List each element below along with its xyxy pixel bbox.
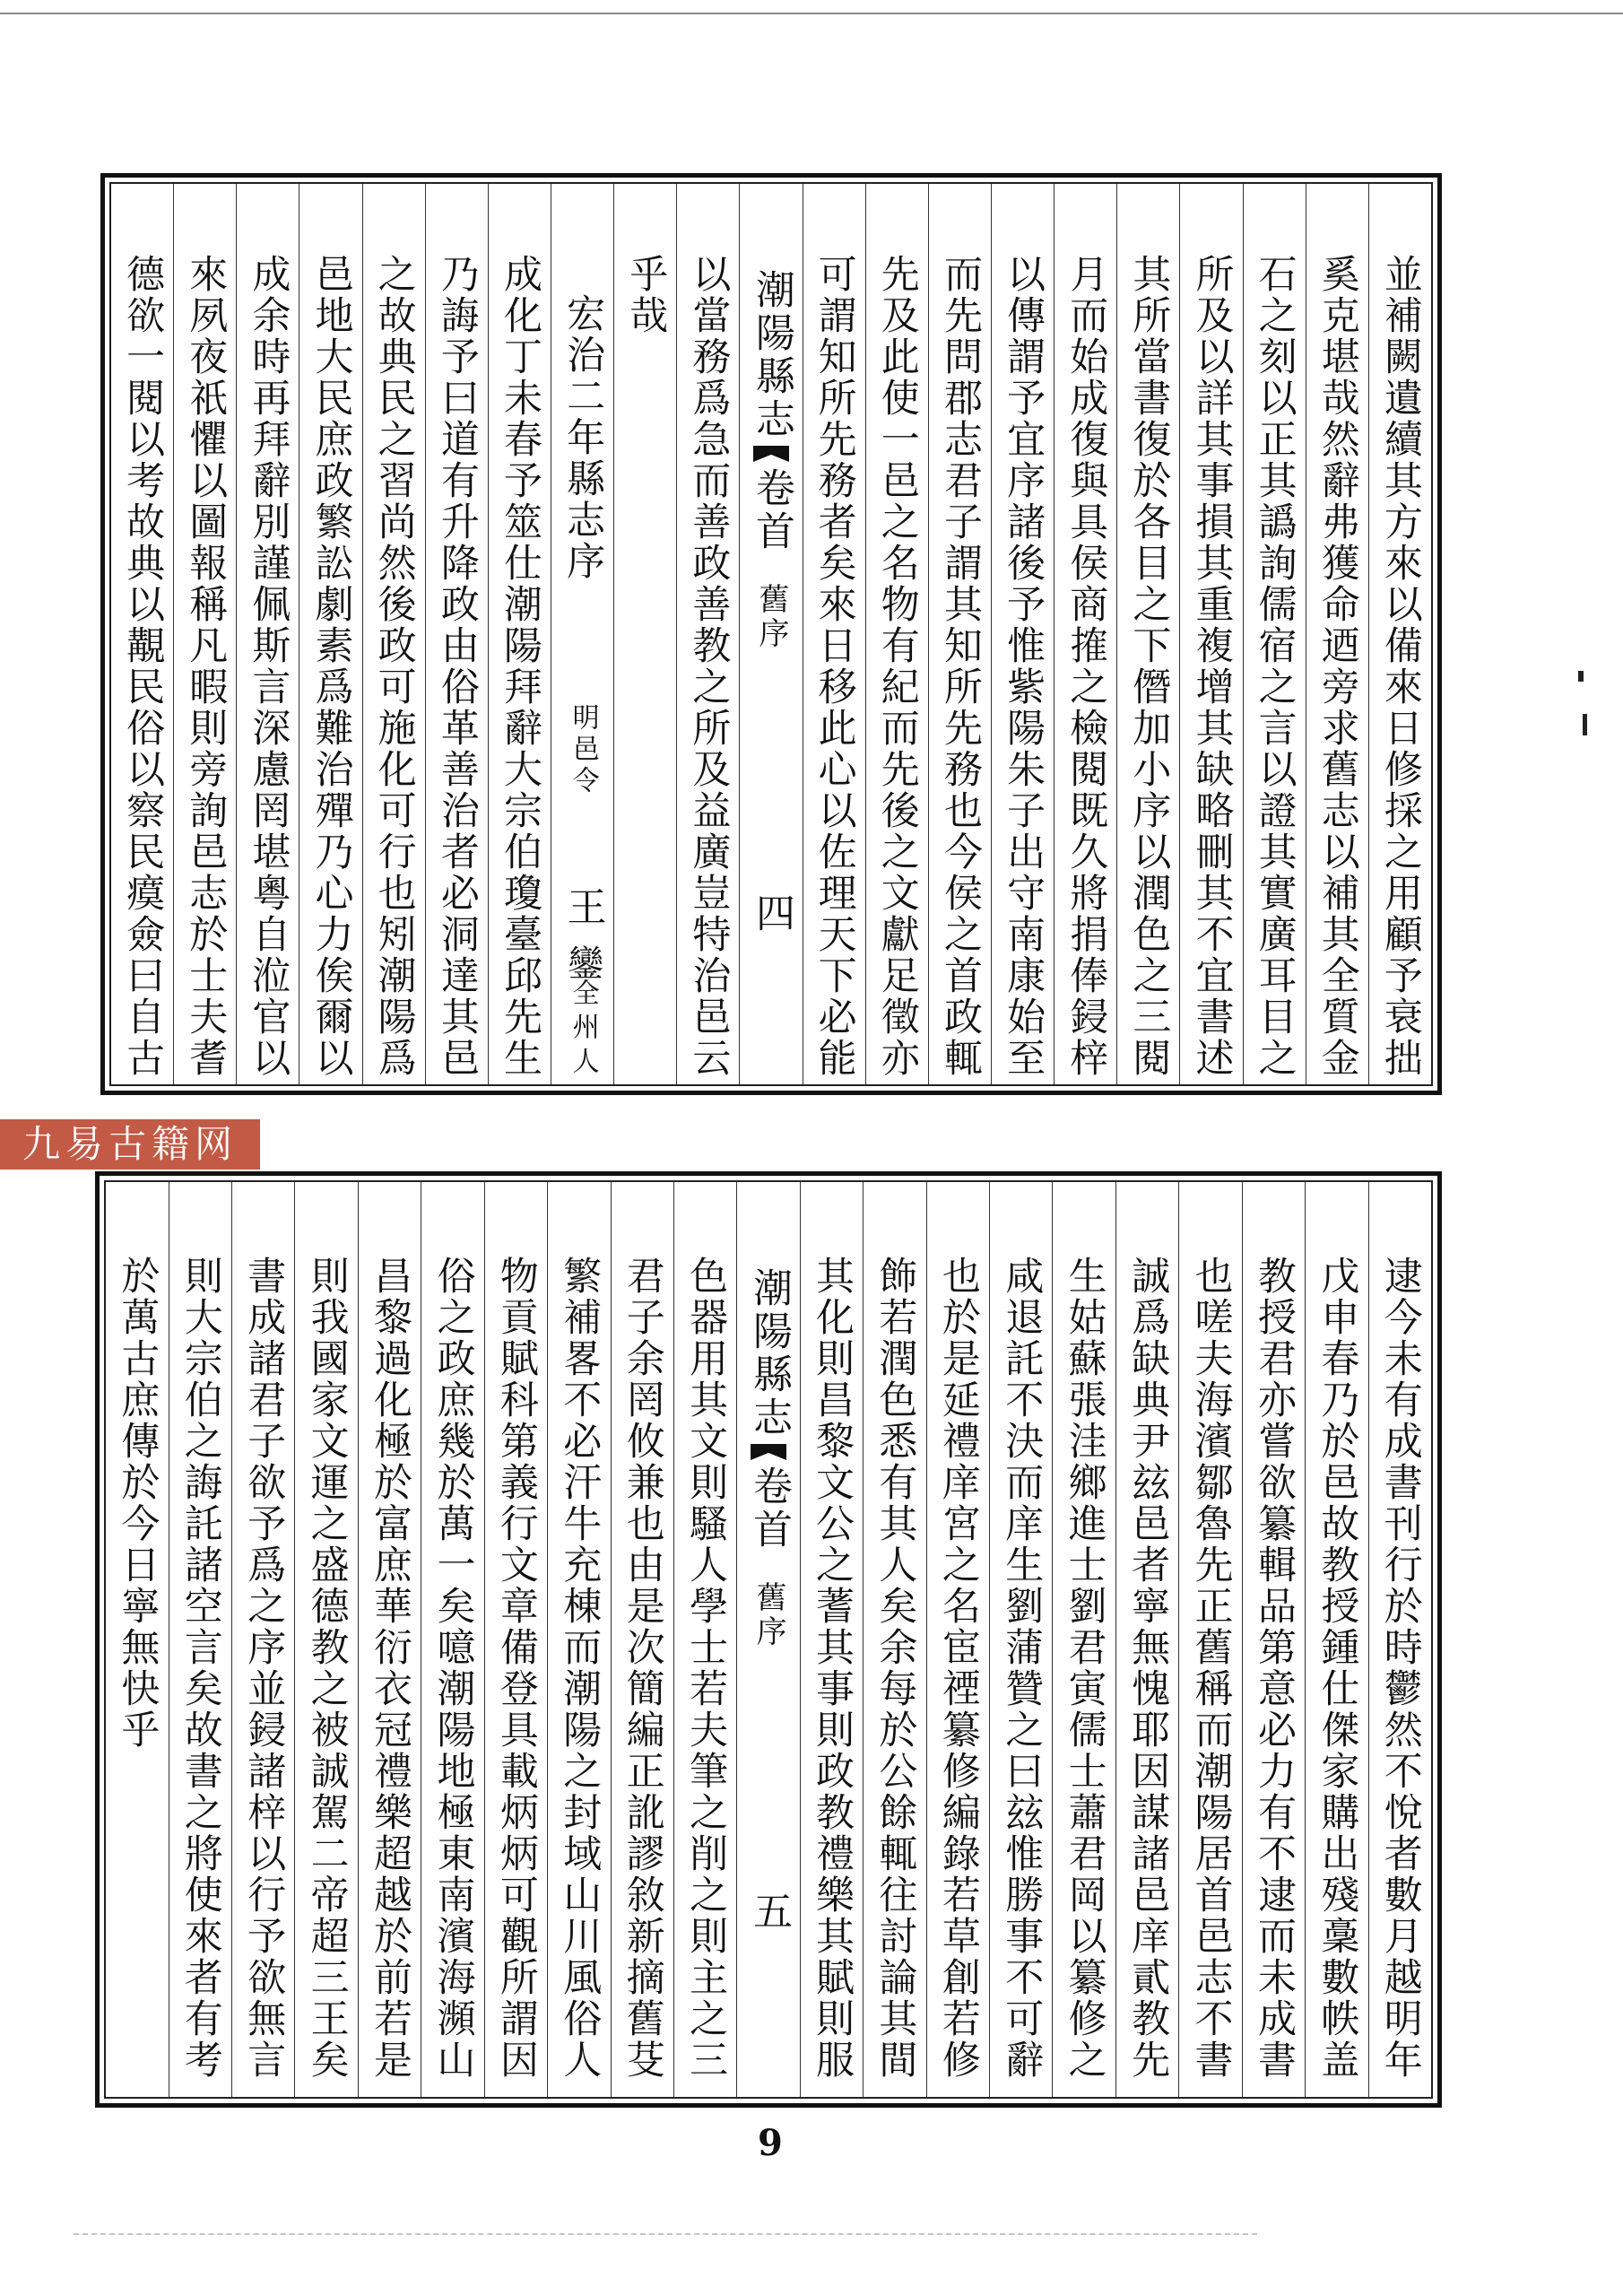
- volume-label: 卷首: [746, 1465, 793, 1552]
- text-column: [803, 184, 865, 1084]
- column-text: 繁補畧不必汗牛充棟而潮陽之封域山川風俗人: [557, 1256, 603, 2081]
- section-label: 舊序: [753, 583, 790, 651]
- leaf-number: 五: [746, 1891, 793, 1930]
- text-column: [863, 1182, 925, 2097]
- leaf-number: 四: [749, 892, 795, 932]
- text-column: [425, 184, 488, 1084]
- column-text: 乃誨予曰道有升降政由俗革善治者必洞達其邑: [434, 254, 480, 1079]
- author-origin: 全州人: [567, 978, 599, 1081]
- text-column: [800, 1182, 863, 2097]
- column-text: 則我國家文運之盛德教之被誠駕二帝超三王矣: [304, 1256, 350, 2081]
- text-column: [299, 184, 361, 1084]
- column-text: 飾若潤色悉有其人矣余每於公餘輒往討論其間: [872, 1256, 918, 2081]
- column-text: 奚克堪哉然辭弗獲命迺旁求舊志以補其全質金: [1315, 254, 1360, 1079]
- volume-label: 卷首: [749, 467, 795, 553]
- scan-bottom-noise: [74, 2233, 1257, 2235]
- scan-top-edge-line: [0, 13, 1623, 14]
- column-text: 咸退託不決而庠生劉蒲贊之曰玆惟勝事不可辭: [999, 1256, 1045, 2081]
- text-column: [231, 1182, 294, 2097]
- text-column: [358, 1182, 421, 2097]
- fish-tail-mark: [753, 446, 789, 462]
- text-column: [547, 1182, 610, 2097]
- column-text: 逮今未有成書刊行於時鬱然不悅者數月越明年: [1377, 1256, 1423, 2081]
- column-text: 於萬古庶傳於今日寧無快乎: [115, 1256, 161, 1751]
- text-column: [673, 1182, 736, 2097]
- book-leaf-lower: [95, 1171, 1442, 2108]
- text-column: [926, 1182, 989, 2097]
- author-given-name: 鑾: [561, 944, 603, 980]
- column-text: 石之刻以正其譌詢儒宿之言以證其實廣耳目之: [1252, 254, 1298, 1079]
- column-text: 色器用其文則騷人學士若夫筆之削之則主之三: [683, 1256, 729, 2081]
- scan-speck: [1578, 671, 1584, 682]
- text-column: [613, 184, 676, 1084]
- fish-tail-mark: [751, 1444, 786, 1460]
- column-text: 物貢賦科第義行文章備登具載炳炳可觀所謂因: [493, 1256, 539, 2081]
- column-text: 所及以詳其事損其重複增其缺略刪其不宜書述: [1189, 254, 1235, 1079]
- column-text: 書成諸君子欲予爲之序並鋟諸梓以行予欲無言: [241, 1256, 287, 2081]
- column-text: 之故典民之習尚然後政可施化可行也矧潮陽爲: [371, 254, 417, 1079]
- text-column: [111, 184, 173, 1084]
- column-text: 生姑蘇張洼鄉進士劉君寅儒士蕭君岡以纂修之: [1062, 1256, 1107, 2081]
- column-text: 月而始成復與具侯商搉之檢閱既久將捐俸鋟梓: [1063, 254, 1109, 1079]
- text-column: [1242, 1182, 1305, 2097]
- text-column: [1115, 1182, 1178, 2097]
- text-column: [1052, 1182, 1115, 2097]
- fold-column: [736, 1182, 799, 2097]
- column-text: 其化則昌黎文公之蓍其事則政教禮樂其賦則服: [809, 1256, 855, 2081]
- column-text: 俗之政庶幾於萬一矣噫潮陽地極東南濱海瀕山: [430, 1256, 476, 2081]
- text-column: [173, 184, 236, 1084]
- text-column: [236, 184, 299, 1084]
- column-text: 並補闕遺續其方來以備來日修採之用顧予衰拙: [1377, 254, 1423, 1079]
- author-surname: 王: [560, 886, 606, 926]
- text-column: [1054, 184, 1116, 1084]
- text-column: [991, 184, 1054, 1084]
- text-column: [928, 184, 991, 1084]
- scan-speck: [1583, 714, 1587, 735]
- text-column: [1179, 184, 1242, 1084]
- column-text: 教授君亦嘗欲纂輯品第意必力有不逮而未成書: [1251, 1256, 1297, 2081]
- column-text: 乎哉: [623, 254, 669, 336]
- text-column: [1368, 184, 1431, 1084]
- text-frame: [109, 182, 1433, 1086]
- text-column: [1243, 184, 1306, 1084]
- column-text: 來夙夜祇懼以圖報稱凡暇則旁詢邑志於士夫耆: [183, 254, 229, 1079]
- preface-title: 宏治二年縣志序: [560, 293, 606, 582]
- column-text: 其所當書復於各目之下僭加小序以潤色之三閱: [1126, 254, 1172, 1079]
- column-text: 以傳謂予宜序諸後予惟紫陽朱子出守南康始至: [1001, 254, 1046, 1079]
- text-column: [1368, 1182, 1431, 2097]
- text-column: [421, 1182, 483, 2097]
- column-text: 則大宗伯之誨託諸空言矣故書之將使來者有考: [178, 1256, 223, 2081]
- section-label: 舊序: [751, 1581, 787, 1649]
- text-column: [865, 184, 928, 1084]
- book-leaf-upper: [100, 173, 1442, 1095]
- book-title: 潮陽縣志: [746, 1267, 793, 1439]
- text-column: [1178, 1182, 1241, 2097]
- text-column: [1116, 184, 1179, 1084]
- preface-heading-column: [551, 184, 613, 1084]
- text-column: [611, 1182, 673, 2097]
- text-column: [488, 184, 551, 1084]
- page-number: 9: [758, 2122, 783, 2164]
- column-text: 以當務爲急而善政善教之所及益廣豈特治邑云: [686, 254, 732, 1079]
- text-column: [484, 1182, 547, 2097]
- column-text: 戊申春乃於邑故教授鍾仕傑家購出殘稾數帙盖: [1315, 1256, 1360, 2081]
- column-text: 而先問郡志君子謂其知所先務也今侯之首政輒: [937, 254, 983, 1079]
- column-text: 昌黎過化極於富庶華衍衣冠禮樂超越於前若是: [368, 1256, 413, 2081]
- column-text: 邑地大民庶政繁訟劇素爲難治殫乃心力俟爾以: [308, 254, 354, 1079]
- column-text: 成余時再拜辭別謹佩斯言深慮罔堪粵自涖官以: [246, 254, 291, 1079]
- watermark-banner: 九易古籍网: [0, 1119, 260, 1170]
- column-text: 德欲一閱以考故典以覯民俗以察民瘼僉曰自古: [120, 254, 166, 1079]
- text-column: [106, 1182, 168, 2097]
- text-column: [989, 1182, 1052, 2097]
- fold-column: [739, 184, 802, 1084]
- column-text: 成化丁未春予筮仕潮陽拜辭大宗伯瓊臺邱先生: [497, 254, 542, 1079]
- text-column: [169, 1182, 231, 2097]
- text-column: [362, 184, 425, 1084]
- column-text: 可謂知所先務者矣來日移此心以佐理天下必能: [812, 254, 857, 1079]
- author-office: 明邑令: [567, 703, 599, 797]
- column-text: 誠爲缺典尹玆邑者寧無愧耶因謀諸邑庠貳教先: [1125, 1256, 1171, 2081]
- text-column: [1305, 1182, 1367, 2097]
- column-text: 也於是延禮庠宮之名宦禋纂修編錄若草創若修: [935, 1256, 981, 2081]
- text-frame: [104, 1180, 1433, 2099]
- column-text: 先及此使一邑之名物有紀而先後之文獻足徵亦: [874, 254, 920, 1079]
- text-column: [676, 184, 739, 1084]
- column-text: 也嗟夫海濱鄒魯先正舊稱而潮陽居首邑志不書: [1188, 1256, 1234, 2081]
- book-title: 潮陽縣志: [749, 269, 795, 441]
- text-column: [1306, 184, 1368, 1084]
- column-text: 君子余罔攸兼也由是次簡編正訛謬敘新摘舊芟: [620, 1256, 665, 2081]
- text-column: [294, 1182, 357, 2097]
